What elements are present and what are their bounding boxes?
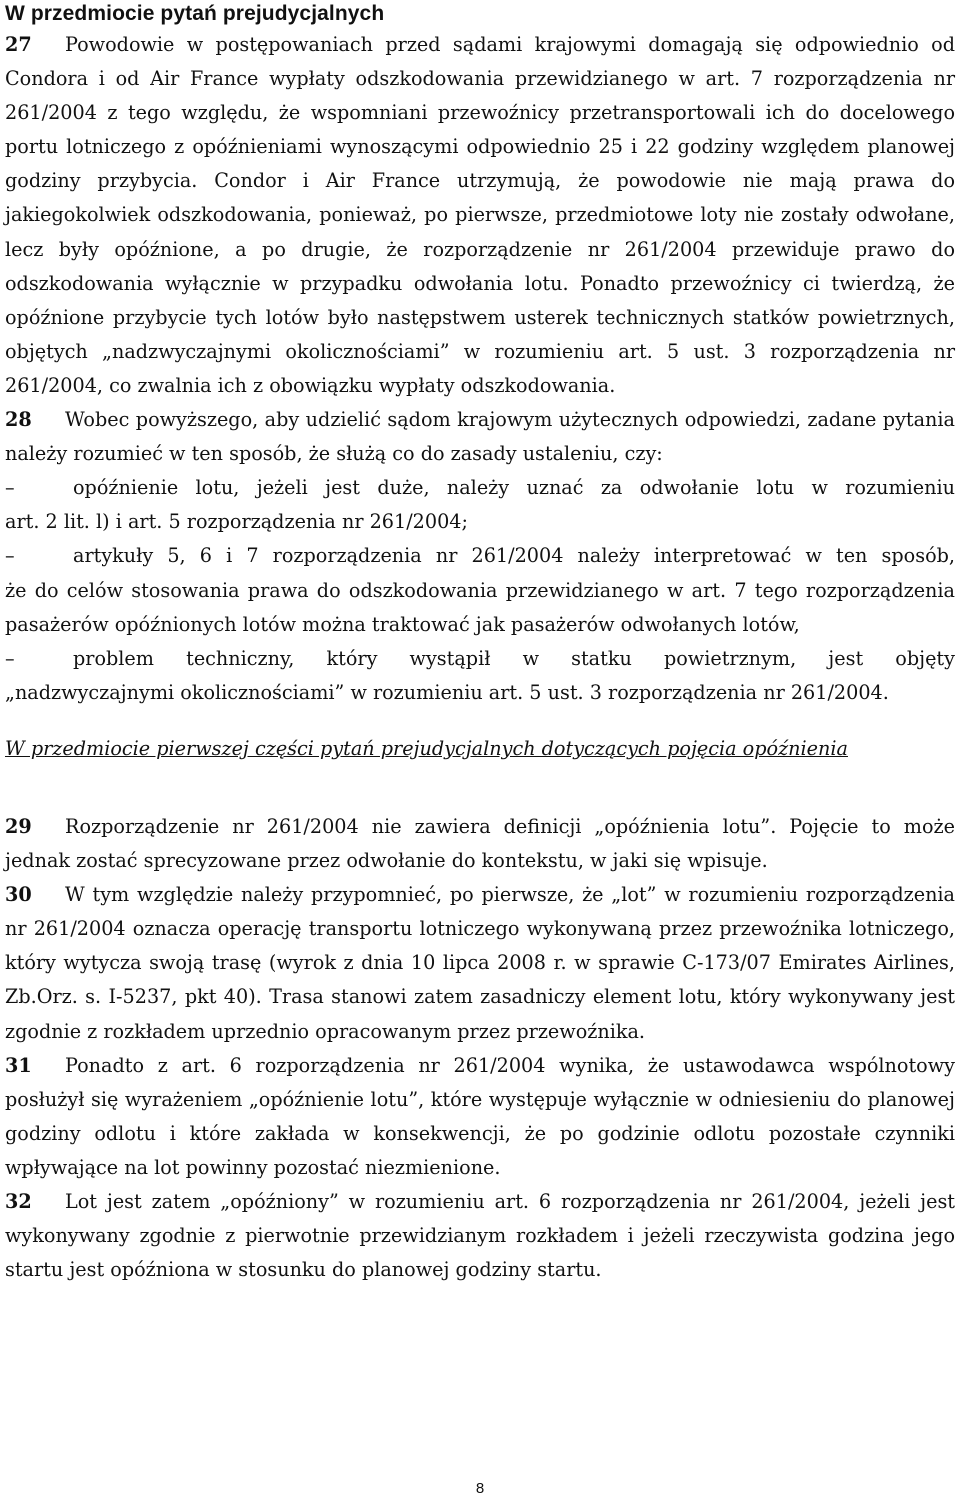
paragraph-text: Lot jest zatem „opóźniony” w rozumieniu art. 6 rozporządzenia nr 261/2004, jeżeli jest wykonywany zgodnie z pierwotnie przewidzianym rozkładem i jeżeli rzeczywista godzina jego startu jest opóźniona w stosunku do planowej godziny startu. (5, 1190, 955, 1282)
list-item-text: artykuły 5, 6 i 7 rozporządzenia nr 261/2004 należy interpretować w ten sposób, (73, 544, 955, 568)
section-heading: W przedmiocie pytań prejudycjalnych (5, 2, 385, 25)
paragraph-text: Wobec powyższego, aby udzielić sądom krajowym użytecznych odpowiedzi, zadane pytania należy rozumieć w ten sposób, że służą co do zasady ustaleniu, czy: (5, 408, 955, 466)
paragraph-number: 27 (5, 33, 32, 56)
list-item-continuation: art. 2 lit. l) i art. 5 rozporządzenia nr 261/2004; (5, 510, 468, 534)
paragraph-text: W tym względzie należy przypomnieć, po pierwsze, że „lot” w rozumieniu rozporządzenia nr 261/2004 oznacza operację transportu lotniczego wykonywaną przez przewoźnika lotniczego, który wytycza swoją trasę (wyrok z dnia 10 lipca 2008 r. w sprawie C-173/07 Emirates Airlines, Zb.Orz. s. I-5237, pkt 40). Trasa stanowi zatem zasadniczy element lotu, który wykonywany jest zgodnie z rozkładem uprzednio opracowanym przez przewoźnika. (5, 883, 955, 1043)
subsection-title: W przedmiocie pierwszej części pytań prejudycjalnych dotyczących pojęcia opóźnienia (5, 736, 848, 760)
list-item-continuation: że do celów stosowania prawa do odszkodowania przewidzianego w art. 7 tego rozporządzenia pasażerów opóźnionych lotów można traktować jak pasażerów odwołanych lotów, (5, 578, 955, 636)
paragraph-text: Ponadto z art. 6 rozporządzenia nr 261/2004 wynika, że ustawodawca wspólnotowy posłużył się wyrażeniem „opóźnienie lotu”, które występuje wyłącznie w odniesieniu do planowej godziny odlotu i które zakłada w konsekwencji, że po godzinie odlotu pozostałe czynniki wpływające na lot powinny pozostać niezmienione. (5, 1053, 955, 1179)
paragraph-32 (5, 1185, 955, 1287)
paragraph-number: 30 (5, 883, 32, 907)
list-item-text: opóźnienie lotu, jeżeli jest duże, należy uznać za odwołanie lotu w rozumieniu (73, 476, 955, 500)
paragraph-number: 31 (5, 1053, 32, 1077)
list-item (5, 642, 955, 710)
paragraph-27 (5, 28, 955, 403)
list-item-continuation: „nadzwyczajnymi okolicznościami” w rozumieniu art. 5 ust. 3 rozporządzenia nr 261/2004. (5, 680, 889, 704)
dash-bullet: – (5, 476, 15, 500)
paragraph-text: Powodowie w postępowaniach przed sądami krajowymi domagają się odpowiednio od Condora i od Air France wypłaty odszkodowania przewidzianego w art. 7 rozporządzenia nr 261/2004 z tego względu, że wspomniani przewoźnicy przetransportowali ich do docelowego portu lotniczego z opóźnieniami wynoszącymi odpowiednio 25 i 22 godziny względem planowej godziny przybycia. Condor i Air France utrzymują, że powodowie nie mają prawa do jakiegokolwiek odszkodowania, ponieważ, po pierwsze, przedmiotowe loty nie zostały odwołane, lecz były opóźnione, a po drugie, że rozporządzenie nr 261/2004 przewiduje prawo do odszkodowania wyłącznie w przypadku odwołania lotu. Ponadto przewoźnicy ci twierdzą, że opóźnione przybycie tych lotów było następstwem usterek technicznych statków powietrznych, objętych „nadzwyczajnymi okolicznościami” w rozumieniu art. 5 ust. 3 rozporządzenia nr 261/2004, co zwalnia ich z obowiązku wypłaty odszkodowania. (5, 33, 955, 397)
paragraph-number: 29 (5, 814, 32, 838)
paragraph-number: 28 (5, 408, 32, 432)
dash-bullet: – (5, 646, 15, 670)
list-item-text: problem techniczny, który wystąpił w statku powietrznym, jest objęty (73, 646, 955, 670)
paragraph-28 (5, 403, 955, 471)
list-item (5, 471, 955, 539)
paragraph-number: 32 (5, 1190, 32, 1213)
paragraph-30 (5, 878, 955, 1048)
document-page (5, 0, 955, 1287)
page-number: 8 (475, 1480, 485, 1497)
paragraph-29 (5, 810, 955, 878)
paragraph-text: Rozporządzenie nr 261/2004 nie zawiera definicji „opóźnienia lotu”. Pojęcie to może jednak zostać sprecyzowane przez odwołanie do kontekstu, w jaki się wpisuje. (5, 814, 955, 873)
list-item (5, 539, 955, 641)
dash-bullet: – (5, 544, 15, 568)
paragraph-31 (5, 1049, 955, 1185)
